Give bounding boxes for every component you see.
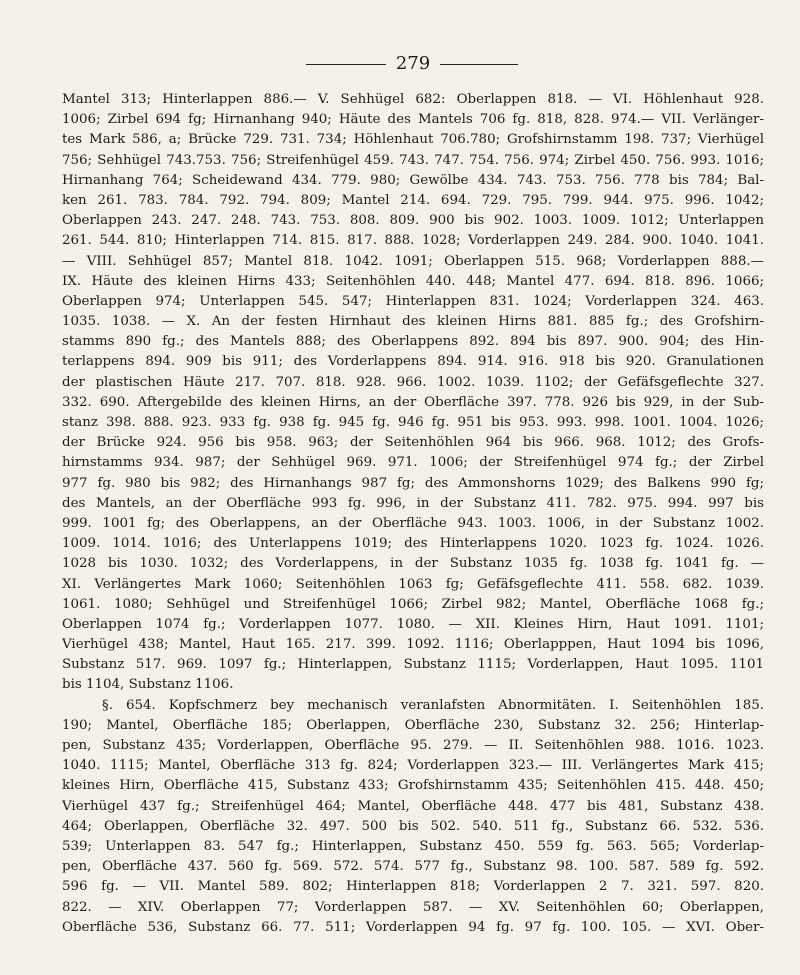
text-line: 539; Unterlappen 83. 547 fg.; Hinterlappen, Substanz 450. 559 fg. 563. 565; Vorderlap-: [62, 838, 764, 854]
text-line: Oberlappen 974; Unterlappen 545. 547; Hinterlappen 831. 1024; Vorderlappen 324. 463.: [62, 293, 764, 309]
text-line: Oberfläche 536, Substanz 66. 77. 511; Vorderlappen 94 fg. 97 fg. 100. 105. — XVI. Ober-: [62, 919, 764, 935]
text-line: 1009. 1014. 1016; des Unterlappens 1019; des Hinterlappens 1020. 1023 fg. 1024. 1026.: [62, 536, 764, 552]
text-line: §. 654. Kopfschmerz bey mechanisch veranlafsten Abnormitäten. I. Seitenhöhlen 185.: [102, 697, 764, 713]
header-rule-left: [306, 64, 386, 65]
text-line: 464; Oberlappen, Oberfläche 32. 497. 500 bis 502. 540. 511 fg., Substanz 66. 532. 536.: [62, 818, 764, 834]
text-line: der plastischen Häute 217. 707. 818. 928. 966. 1002. 1039. 1102; der Gefäfsgeflechte 327.: [62, 374, 764, 390]
text-line: Vierhügel 437 fg.; Streifenhügel 464; Mantel, Oberfläche 448. 477 bis 481, Substanz 438.: [62, 798, 764, 814]
text-line: 332. 690. Aftergebilde des kleinen Hirns, an der Oberfläche 397. 778. 926 bis 929, in der Sub-: [62, 394, 764, 410]
text-line: bis 1104, Substanz 1106.: [62, 677, 234, 693]
text-line: 261. 544. 810; Hinterlappen 714. 815. 817. 888. 1028; Vorderlappen 249. 284. 900. 1040. 1041.: [62, 233, 764, 249]
text-line: Mantel 313; Hinterlappen 886.— V. Sehhügel 682: Oberlappen 818. — VI. Höhlenhaut 928.: [62, 92, 764, 107]
text-line: 756; Sehhügel 743.753. 756; Streifenhügel 459. 743. 747. 754. 756. 974; Zirbel 450. 756. 993. 1016;: [62, 152, 764, 168]
text-line: 1040. 1115; Mantel, Oberfläche 313 fg. 824; Vorderlappen 323.— III. Verlängertes Mark 415;: [62, 758, 764, 774]
text-line: 1035. 1038. — X. An der festen Hirnhaut des kleinen Hirns 881. 885 fg.; des Grofshirn-: [62, 314, 764, 330]
text-line: 1061. 1080; Sehhügel und Streifenhügel 1066; Zirbel 982; Mantel, Oberfläche 1068 fg.;: [62, 596, 764, 612]
page-number: 279: [395, 53, 431, 74]
text-line: pen, Oberfläche 437. 560 fg. 569. 572. 574. 577 fg., Substanz 98. 100. 587. 589 fg. 592.: [62, 859, 764, 875]
text-line: Oberlappen 1074 fg.; Vorderlappen 1077. 1080. — XII. Kleines Hirn, Haut 1091. 1101;: [62, 616, 764, 632]
text-line: hirnstamms 934. 987; der Sehhügel 969. 971. 1006; der Streifenhügel 974 fg.; der Zirbel: [62, 455, 764, 471]
text-line: Oberlappen 243. 247. 248. 743. 753. 808. 809. 900 bis 902. 1003. 1009. 1012; Unterlappen: [62, 213, 764, 229]
text-line: der Brücke 924. 956 bis 958. 963; der Seitenhöhlen 964 bis 966. 968. 1012; des Grofs-: [62, 435, 764, 451]
text-line: 999. 1001 fg; des Oberlappens, an der Oberfläche 943. 1003. 1006, in der Substanz 1002.: [62, 515, 764, 531]
text-line: IX. Häute des kleinen Hirns 433; Seitenhöhlen 440. 448; Mantel 477. 694. 818. 896. 1066;: [62, 273, 764, 289]
text-line: ken 261. 783. 784. 792. 794. 809; Mantel 214. 694. 729. 795. 799. 944. 975. 996. 1042;: [62, 192, 764, 208]
text-line: Substanz 517. 969. 1097 fg.; Hinterlappen, Substanz 1115; Vorderlappen, Haut 1095. 1101: [62, 657, 764, 673]
text-line: 977 fg. 980 bis 982; des Hirnanhangs 987 fg; des Ammonshorns 1029; des Balkens 990 fg;: [62, 475, 764, 491]
text-line: kleines Hirn, Oberfläche 415, Substanz 433; Grofshirnstamm 435; Seitenhöhlen 415. 448. 450;: [62, 778, 764, 794]
text-line: XI. Verlängertes Mark 1060; Seitenhöhlen 1063 fg; Gefäfsgeflechte 411. 558. 682. 1039.: [62, 576, 764, 592]
text-line: Vierhügel 438; Mantel, Haut 165. 217. 399. 1092. 1116; Oberlapppen, Haut 1094 bis 1096,: [62, 637, 764, 653]
text-line: — VIII. Sehhügel 857; Mantel 818. 1042. 1091; Oberlappen 515. 968; Vorderlappen 888.—: [62, 253, 764, 269]
text-line: 190; Mantel, Oberfläche 185; Oberlappen, Oberfläche 230, Substanz 32. 256; Hinterlap-: [62, 717, 764, 733]
text-line: des Mantels, an der Oberfläche 993 fg. 996, in der Substanz 411. 782. 975. 994. 997 bis: [62, 495, 764, 511]
header-rule-right: [440, 64, 518, 65]
text-line: 822. — XIV. Oberlappen 77; Vorderlappen 587. — XV. Seitenhöhlen 60; Oberlappen,: [62, 899, 764, 915]
text-line: terlappens 894. 909 bis 911; des Vorderlappens 894. 914. 916. 918 bis 920. Granulationen: [62, 354, 764, 370]
text-line: 1028 bis 1030. 1032; des Vorderlappens, in der Substanz 1035 fg. 1038 fg. 1041 fg. —: [62, 556, 764, 572]
text-line: 596 fg. — VII. Mantel 589. 802; Hinterlappen 818; Vorderlappen 2 7. 321. 597. 820.: [62, 879, 764, 895]
text-line: stamms 890 fg.; des Mantels 888; des Oberlappens 892. 894 bis 897. 900. 904; des Hin-: [62, 334, 764, 350]
text-line: pen, Substanz 435; Vorderlappen, Oberfläche 95. 279. — II. Seitenhöhlen 988. 1016. 1023.: [62, 738, 764, 753]
text-line: stanz 398. 888. 923. 933 fg. 938 fg. 945 fg. 946 fg. 951 bis 953. 993. 998. 1001. 1004. 1026;: [62, 415, 764, 430]
text-line: tes Mark 586, a; Brücke 729. 731. 734; Höhlenhaut 706.780; Grofshirnstamm 198. 737; Vierhügel: [62, 132, 764, 148]
body-text: [62, 90, 764, 938]
page-header: [0, 50, 800, 80]
text-line: 1006; Zirbel 694 fg; Hirnanhang 940; Häute des Mantels 706 fg. 818, 828. 974.— VII. Verlänger-: [62, 112, 764, 128]
text-line: Hirnanhang 764; Scheidewand 434. 779. 980; Gewölbe 434. 743. 753. 756. 778 bis 784; Bal-: [62, 172, 764, 188]
